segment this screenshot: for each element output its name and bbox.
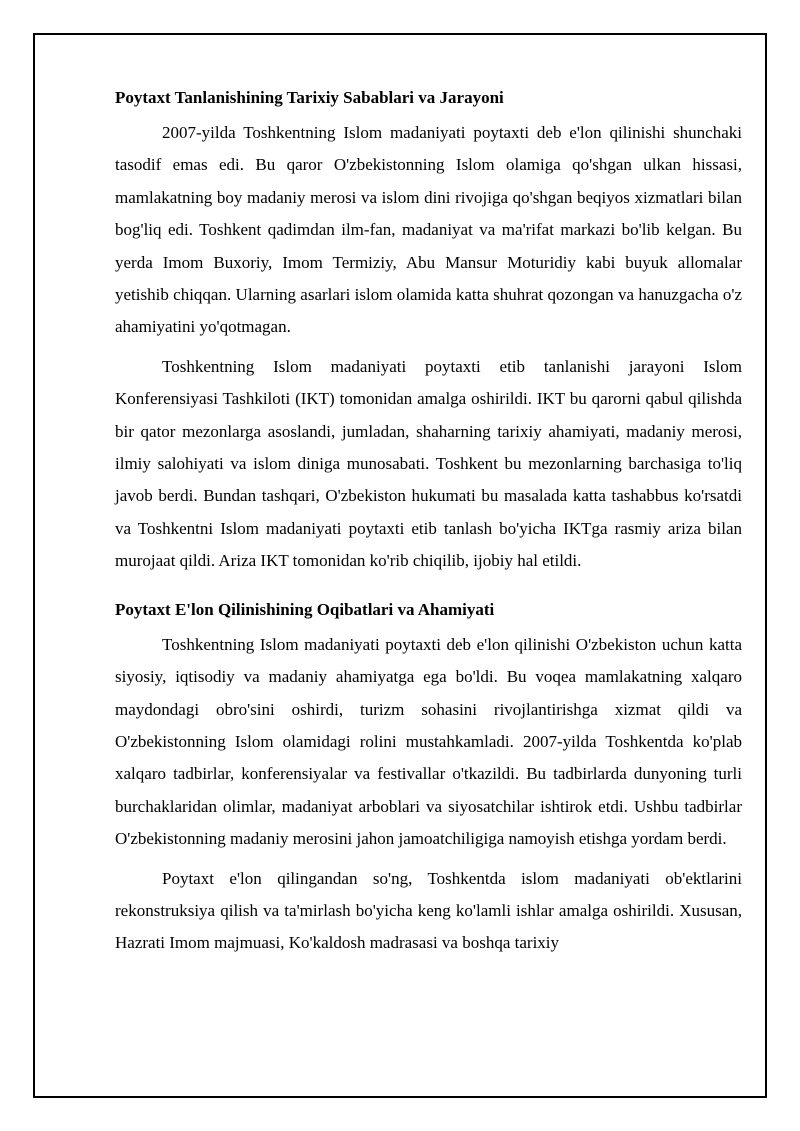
document-body xyxy=(115,86,742,967)
paragraph: 2007-yilda Toshkentning Islom madaniyati poytaxti deb e'lon qilinishi shunchaki tasodif emas edi. Bu qaror O'zbekistonning Islom olamiga qo'shgan ulkan hissasi, mamlakatning boy madaniy merosi va islom dini rivojiga qo'shgan beqiyos xizmatlari bilan bog'liq edi. Toshkent qadimdan ilm-fan, madaniyat va ma'rifat markazi bo'lib kelgan. Bu yerda Imom Buxoriy, Imom Termiziy, Abu Mansur Moturidiy kabi buyuk allomalar yetishib chiqqan. Ularning asarlari islom olamida katta shuhrat qozongan va hanuzgacha o'z ahamiyatini yo'qotmagan. xyxy=(115,123,742,337)
paragraph: Poytaxt e'lon qilingandan so'ng, Toshkentda islom madaniyati ob'ektlarini rekonstruksiya qilish va ta'mirlash bo'yicha keng ko'lamli ishlar amalga oshirildi. Xususan, Hazrati Imom majmuasi, Ko'kaldosh madrasasi va boshqa tarixiy xyxy=(115,868,742,953)
section-consequences xyxy=(115,598,742,960)
section-history xyxy=(115,86,742,578)
section-heading: Poytaxt E'lon Qilinishining Oqibatlari va Ahamiyati xyxy=(115,599,495,619)
paragraph: Toshkentning Islom madaniyati poytaxti deb e'lon qilinishi O'zbekiston uchun katta siyosiy, iqtisodiy va madaniy ahamiyatga ega bo'ldi. Bu voqea mamlakatning xalqaro maydondagi obro'sini oshirdi, turizm sohasini rivojlantirishga xizmat qildi va O'zbekistonning Islom olamidagi rolini mustahkamladi. 2007-yilda Toshkentda ko'plab xalqaro tadbirlar, konferensiyalar va festivallar o'tkazildi. Bu tadbirlarda dunyoning turli burchaklaridan olimlar, madaniyat arboblari va siyosatchilar ishtirok etdi. Ushbu tadbirlar O'zbekistonning madaniy merosini jahon jamoatchiligiga namoyish etishga yordam berdi. xyxy=(115,634,742,849)
section-heading: Poytaxt Tanlanishining Tarixiy Sabablari va Jarayoni xyxy=(115,88,504,107)
paragraph: Toshkentning Islom madaniyati poytaxti etib tanlanishi jarayoni Islom Konferensiyasi Tashkiloti (IKT) tomonidan amalga oshirildi. IKT bu qarorni qabul qilishda bir qator mezonlarga asoslandi, jumladan, shaharning tarixiy ahamiyati, madaniy merosi, ilmiy salohiyati va islom diniga munosabati. Toshkent bu mezonlarning barchasiga to'liq javob berdi. Bundan tashqari, O'zbekiston hukumati bu masalada katta tashabbus ko'rsatdi va Toshkentni Islom madaniyati poytaxti etib tanlash bo'yicha IKTga rasmiy ariza bilan murojaat qildi. Ariza IKT tomonidan ko'rib chiqilib, ijobiy hal etildi. xyxy=(115,356,742,571)
